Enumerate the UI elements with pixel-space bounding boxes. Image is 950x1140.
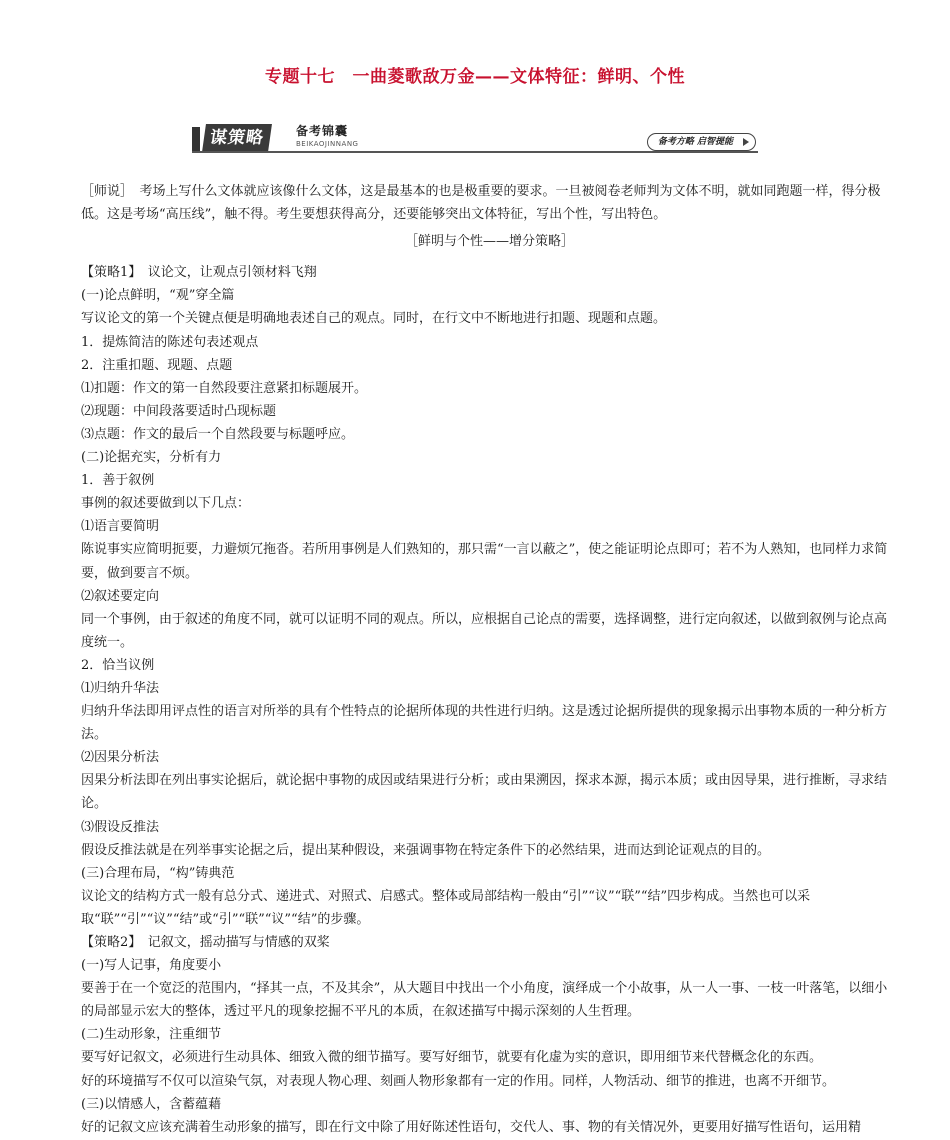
paragraph: 议论文的结构方式一般有总分式、递进式、对照式、启感式。整体或局部结构一般由“引”“议”“联”“结”四步构成。当然也可以采取“联”“引”“议”“结”或“引”“联”“议”“结”的步骤。	[81, 888, 811, 927]
banner-bar	[192, 127, 200, 151]
list-item: ⑶假设反推法	[81, 819, 160, 835]
list-item: ⑴扣题：作文的第一自然段要注意紧扣标题展开。	[81, 380, 368, 396]
paragraph: 假设反推法就是在列举事实论据之后，提出某种假设，来强调事物在特定条件下的必然结果，进而达到论证观点的目的。	[81, 842, 771, 858]
paragraph: 要写好记叙文，必须进行生动具体、细致入微的细节描写。要写好细节，就要有化虚为实的意识，即用细节来代替概念化的东西。	[81, 1050, 823, 1066]
paragraph: 写议论文的第一个关键点便是明确地表述自己的观点。同时，在行文中不断地进行扣题、现题和点题。	[81, 311, 667, 327]
list-item: ⑶点题：作文的最后一个自然段要与标题呼应。	[81, 426, 355, 442]
list-item: ⑴归纳升华法	[81, 680, 160, 696]
paragraph: 因果分析法即在列出事实论据后，就论据中事物的成因或结果进行分析；或由果溯因，探求本源，揭示本质；或由因导果，进行推断，寻求结论。	[81, 773, 888, 812]
banner-rule	[192, 151, 758, 153]
list-item: ⑵因果分析法	[81, 750, 160, 766]
paragraph: 事例的叙述要做到以下几点：	[81, 496, 251, 512]
subheading: (三)合理布局，“构”铸典范	[81, 865, 235, 881]
paragraph: 要善于在一个宽泛的范围内，“择其一点，不及其余”，从大题目中找出一个小角度，演绎成一个小故事，从一人一事、一枝一叶落笔，以细小的局部显示宏大的整体，透过平凡的现象挖掘不平凡的本质，在叙述描写中揭示深刻的人生哲理。	[81, 981, 888, 1020]
list-item: ⑴语言要简明	[81, 519, 160, 535]
subheading: (二)生动形象，注重细节	[81, 1027, 222, 1043]
banner-subtitle	[296, 124, 386, 149]
subheading: (一)写人记事，角度要小	[81, 958, 222, 974]
list-item: 2．恰当议例	[81, 657, 155, 673]
list-item: ⑵现题：中间段落要适时凸现标题	[81, 403, 277, 419]
page-title: 专题十七 一曲菱歌敌万金——文体特征：鲜明、个性	[265, 67, 685, 87]
section-heading: ［鲜明与个性——增分策略］	[404, 234, 574, 250]
banner-logo: 谋策略	[202, 124, 272, 152]
subheading: (一)论点鲜明，“观”穿全篇	[81, 288, 235, 304]
subheading: (三)以情感人，含蓄蕴藉	[81, 1096, 222, 1112]
banner-subtitle-en: BEIKAOJINNANG	[296, 140, 359, 148]
strategy-heading: 【策略2】 记叙文，摇动描写与情感的双桨	[81, 935, 330, 950]
section-banner	[192, 124, 758, 156]
paragraph: 好的记叙文应该充满着生动形象的描写，即在行文中除了用好陈述性语句，交代人、事、物的有关情况外，更要用好描写性语句，运用精	[81, 1119, 862, 1135]
paragraph-intro: ［师说］ 考场上写什么文体就应该像什么文体，这是最基本的也是极重要的要求。一旦被阅卷老师判为文体不明，就如同跑题一样，得分极低。这是考场“高压线”，触不得。考生要想获得高分，还要能够突出文体特征，写出个性，写出特色。	[81, 184, 881, 223]
strategy-heading: 【策略1】 议论文，让观点引领材料飞翔	[81, 265, 317, 281]
paragraph: 归纳升华法即用评点性的语言对所举的具有个性特点的论据所体现的共性进行归纳。这是透过论据所提供的现象揭示出事物本质的一种分析方法。	[81, 704, 888, 743]
document-body	[81, 180, 898, 1139]
paragraph: 同一个事例，由于叙述的角度不同，就可以证明不同的观点。所以，应根据自己论点的需要，选择调整，进行定向叙述，以做到叙例与论点高度统一。	[81, 611, 888, 650]
banner-pill-label: 备考方略 启智提能	[657, 137, 733, 147]
paragraph: 陈说事实应简明扼要，力避烦冗拖沓。若所用事例是人们熟知的，那只需“一言以蔽之”，使之能证明论点即可；若不为人熟知，也同样力求简要，做到要言不烦。	[81, 542, 888, 581]
list-item: 2．注重扣题、现题、点题	[81, 357, 233, 373]
subheading: (二)论据充实，分析有力	[81, 450, 222, 466]
play-arrow-icon	[743, 138, 749, 146]
banner-pill	[647, 133, 756, 151]
list-item: 1．善于叙例	[81, 473, 155, 489]
list-item: ⑵叙述要定向	[81, 588, 160, 604]
list-item: 1．提炼简洁的陈述句表述观点	[81, 334, 259, 350]
banner-subtitle-cn: 备考锦囊	[296, 124, 349, 138]
paragraph: 好的环境描写不仅可以渲染气氛，对表现人物心理、刻画人物形象都有一定的作用。同样，人物活动、细节的推进，也离不开细节。	[81, 1073, 836, 1089]
